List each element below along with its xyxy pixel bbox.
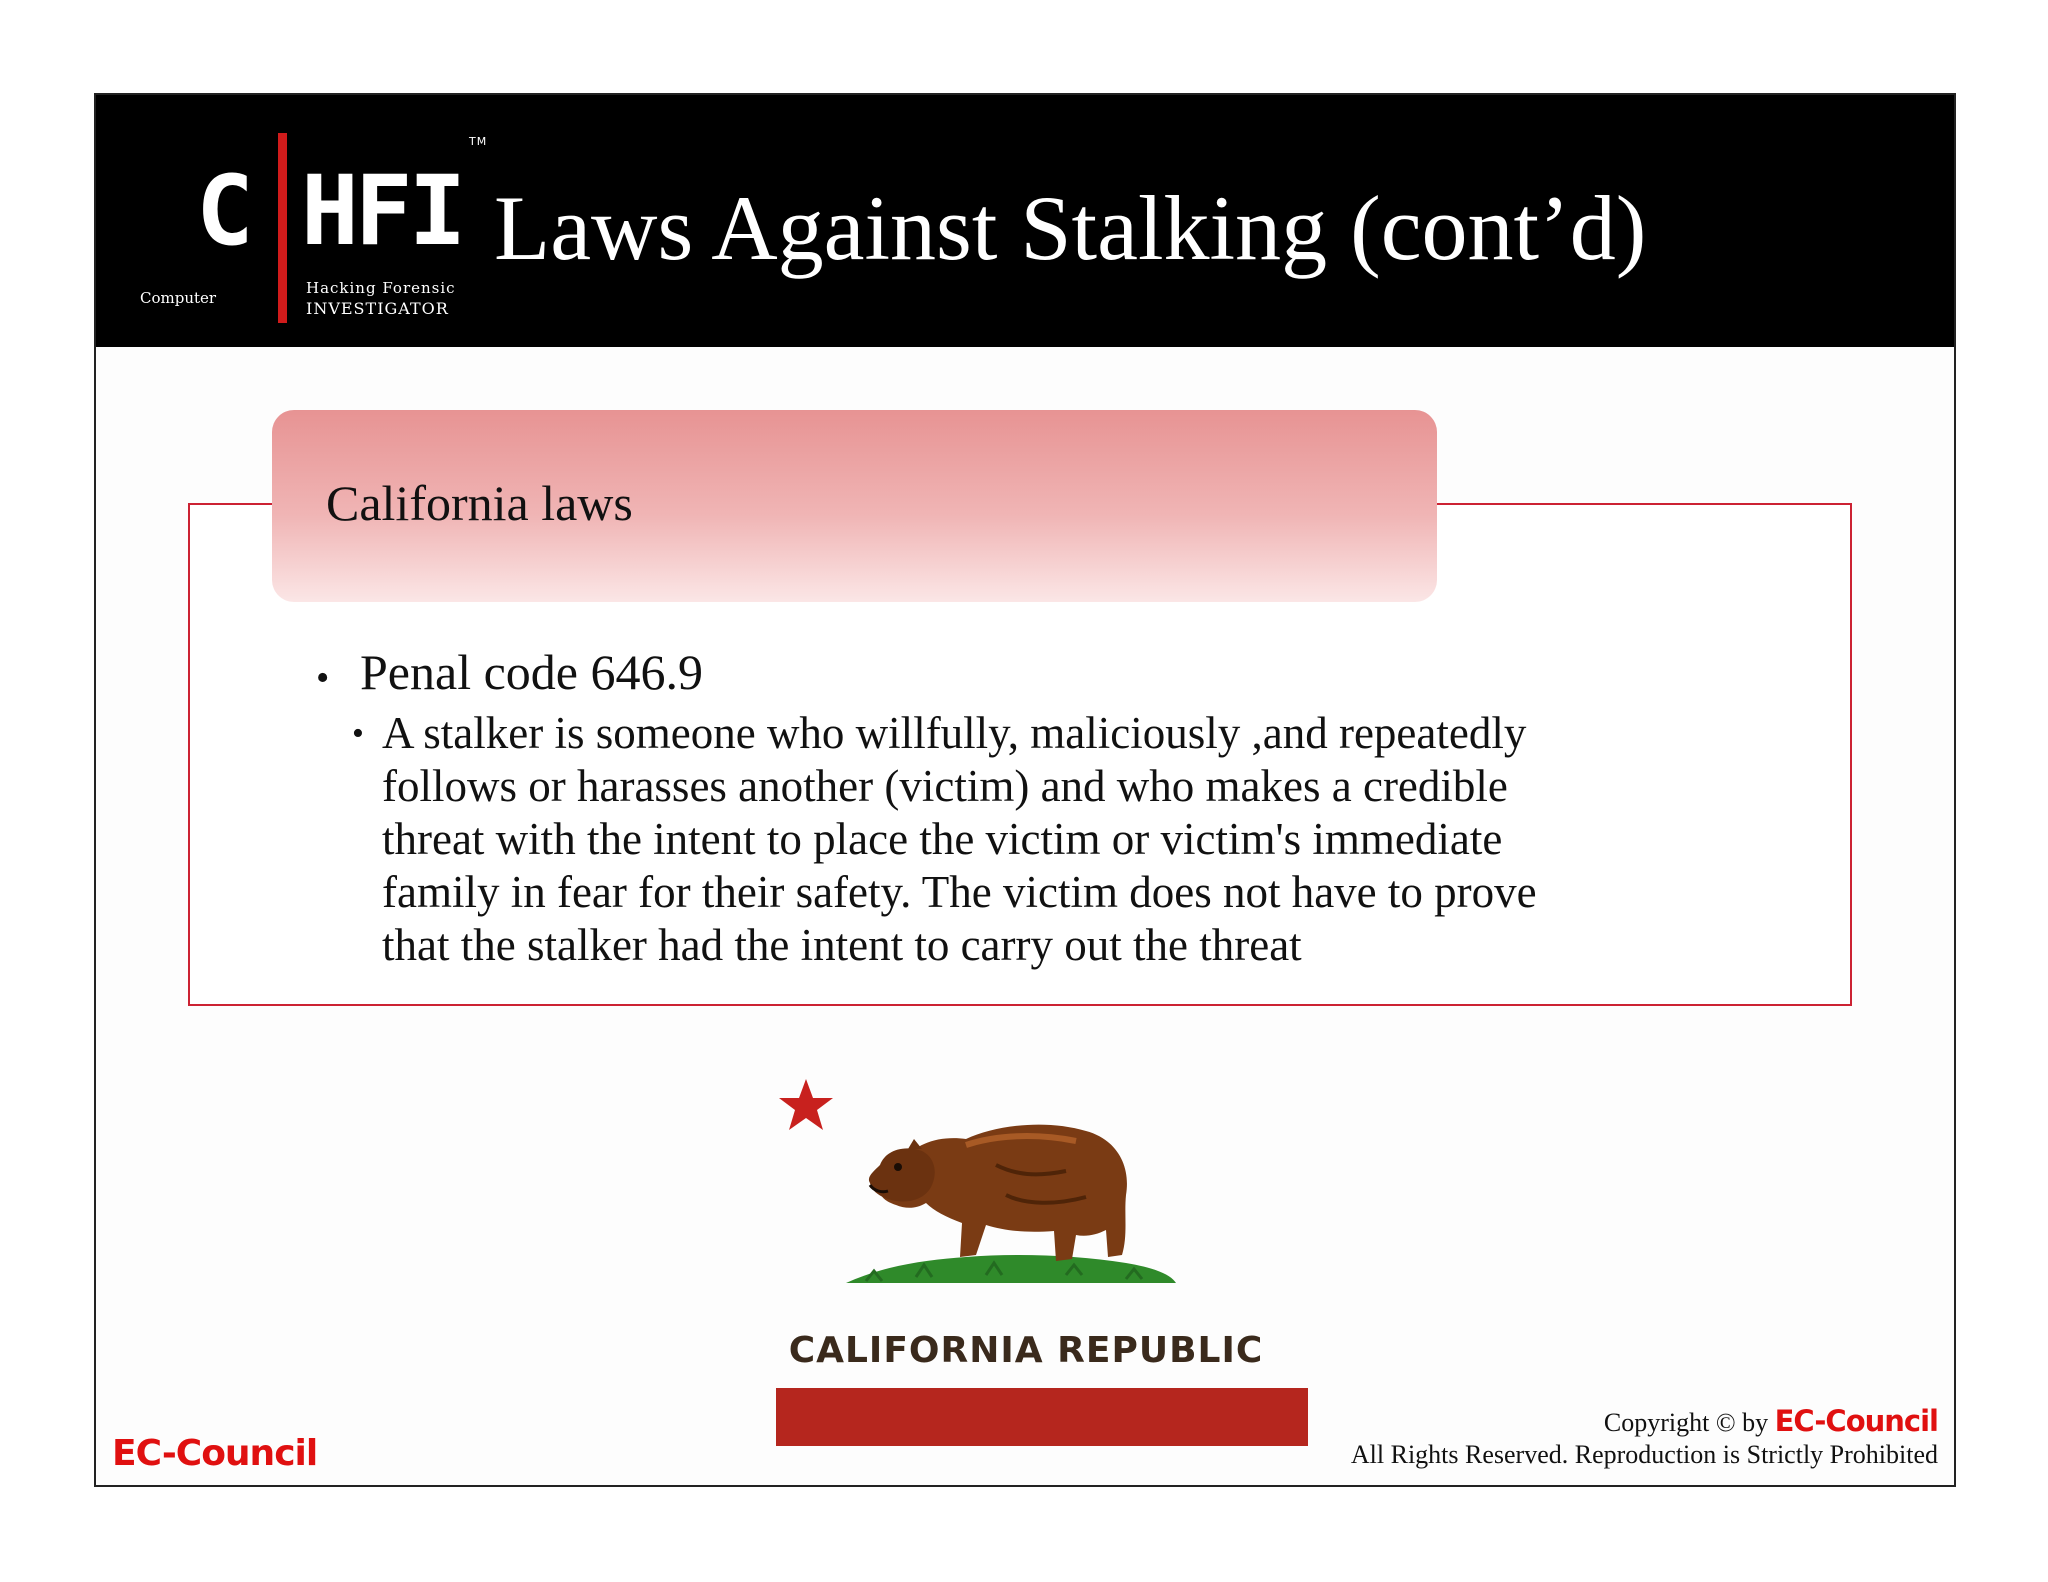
- sub-bullet-line: that the stalker had the intent to carry out the threat: [382, 920, 1302, 970]
- copyright-brand-logo: EC-Council: [1774, 1404, 1938, 1438]
- logo-computer-text: Computer: [140, 289, 217, 307]
- logo-red-bar: [278, 133, 287, 323]
- sub-bullet-line: follows or harasses another (victim) and who makes a credible: [382, 761, 1508, 811]
- sub-bullet-line: family in fear for their safety. The victim does not have to prove: [382, 867, 1537, 917]
- section-tab-label: California laws: [326, 475, 633, 531]
- slide-title: Laws Against Stalking (cont’d): [494, 177, 1647, 279]
- copyright-prefix: Copyright © by: [1603, 1408, 1769, 1437]
- ec-council-logo: EC-Council: [112, 1433, 318, 1474]
- section-tab: [272, 410, 1437, 602]
- california-flag-image: [726, 1065, 1326, 1485]
- sub-bullet-dot-icon: •: [352, 715, 364, 752]
- sub-bullet-line: A stalker is someone who willfully, maliciously ,and repeatedly: [382, 708, 1527, 758]
- logo-hacking-forensic-text: Hacking Forensic: [306, 279, 456, 297]
- grizzly-bear-icon: [826, 1105, 1186, 1305]
- chfi-logo: [136, 113, 488, 318]
- sub-bullet-line: threat with the intent to place the victim or victim's immediate: [382, 814, 1503, 864]
- copyright-line: [1351, 1405, 1938, 1439]
- flag-text: CALIFORNIA REPUBLIC: [788, 1330, 1264, 1371]
- sub-bullet-definition: [352, 707, 1792, 972]
- bullet-text: Penal code 646.9: [360, 644, 703, 700]
- slide: [94, 93, 1956, 1487]
- logo-trademark: TM: [469, 135, 488, 148]
- bullet-penal-code: [316, 643, 703, 701]
- copyright-notice: [1351, 1405, 1938, 1471]
- flag-red-stripe: [776, 1388, 1308, 1446]
- logo-investigator-text: INVESTIGATOR: [306, 299, 449, 318]
- logo-letter-c: C: [196, 155, 254, 267]
- slide-header: [96, 95, 1954, 347]
- logo-letters-hfi: HFI: [301, 155, 463, 267]
- bullet-dot-icon: •: [316, 656, 330, 699]
- rights-line: All Rights Reserved. Reproduction is Strictly Prohibited: [1350, 1440, 1938, 1469]
